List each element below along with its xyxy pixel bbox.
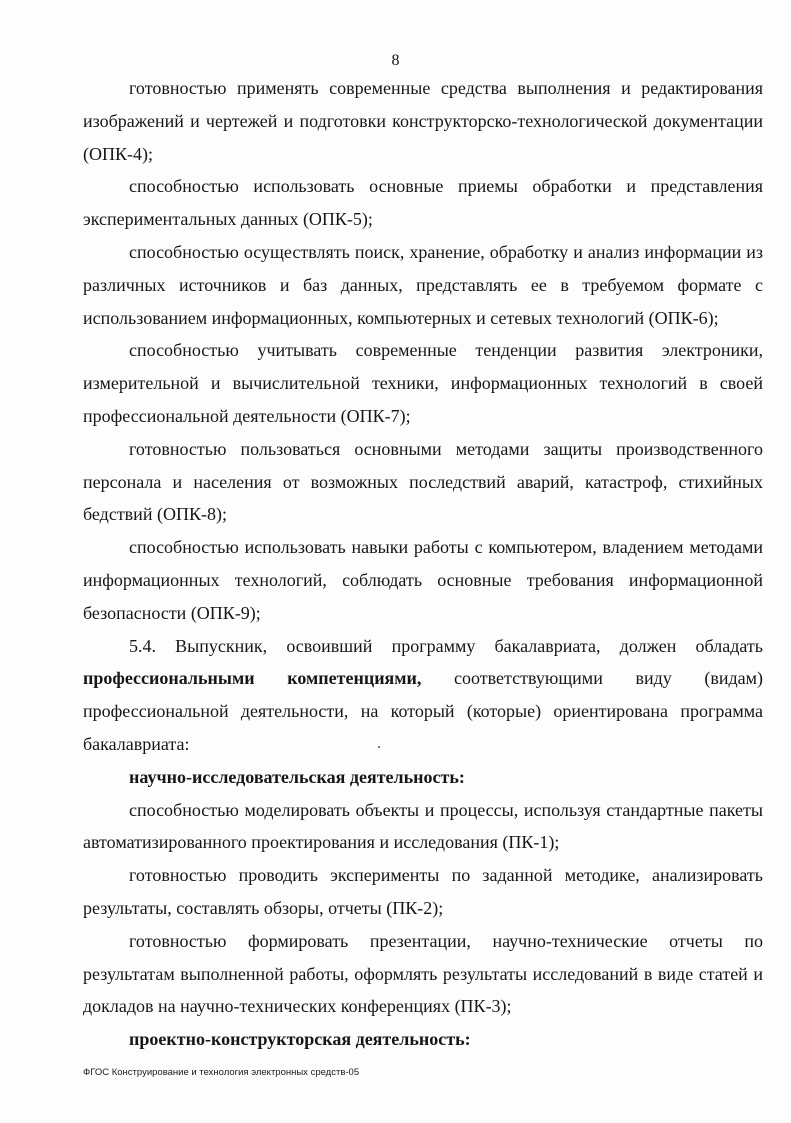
- section-5-4-bold-term: профессиональными компетенциями,: [83, 668, 422, 689]
- page-number: 8: [391, 52, 400, 69]
- heading-design-activity: проектно-конструкторская деятельность:: [129, 1029, 471, 1050]
- paragraph-opk-6: способностью осуществлять поиск, хранение, обработку и анализ информации из различных источников и баз данных, представлять ее в требуемом формате с использованием информационных, компьютерных и сетевых технологий (ОПК-6);: [83, 241, 763, 328]
- heading-research-activity: научно-исследовательская деятельность:: [129, 766, 465, 787]
- paragraph-pk-2: готовностью проводить эксперименты по заданной методике, анализировать результаты, составлять обзоры, отчеты (ПК-2);: [83, 865, 763, 918]
- paragraph-opk-9: способностью использовать навыки работы с компьютером, владением методами информационных технологий, соблюдать основные требования информационной безопасности (ОПК-9);: [83, 537, 763, 623]
- paragraph-opk-5: способностью использовать основные приемы обработки и представления экспериментальных данных (ОПК-5);: [83, 176, 763, 230]
- paragraph-opk-7: способностью учитывать современные тенденции развития электроники, измерительной и вычислительной техники, информационных технологий в своей профессиональной деятельности (ОПК-7);: [83, 340, 763, 426]
- section-5-4-rest: соответствующими виду (видам) профессиональной деятельности, на который (которые) ориентирована программа бакалавриата:: [83, 668, 763, 754]
- paragraph-pk-1: способностью моделировать объекты и процессы, используя стандартные пакеты автоматизированного проектирования и исследования (ПК-1);: [83, 799, 763, 853]
- paragraph-section-5-4: [83, 630, 763, 761]
- paragraph-opk-8: готовностью пользоваться основными методами защиты производственного персонала и населения от возможных последствий аварий, катастроф, стихийных бедствий (ОПК-8);: [83, 438, 763, 525]
- paragraph-opk-4: готовностью применять современные средства выполнения и редактирования изображений и чертежей и подготовки конструкторско-технологической документации (ОПК-4);: [83, 78, 763, 164]
- page-body: [83, 72, 763, 1056]
- paragraph-pk-3: готовностью формировать презентации, научно-технические отчеты по результатам выполненной работы, оформлять результаты исследований в виде статей и докладов на научно-технических конференциях (ПК-3);: [83, 930, 763, 1017]
- scan-speck: [378, 746, 380, 748]
- section-5-4-lead: 5.4. Выпускник, освоивший программу бакалавриата, должен обладать: [129, 635, 763, 656]
- page-footer: ФГОС Конструирование и технология электронных средств-05: [83, 1067, 360, 1078]
